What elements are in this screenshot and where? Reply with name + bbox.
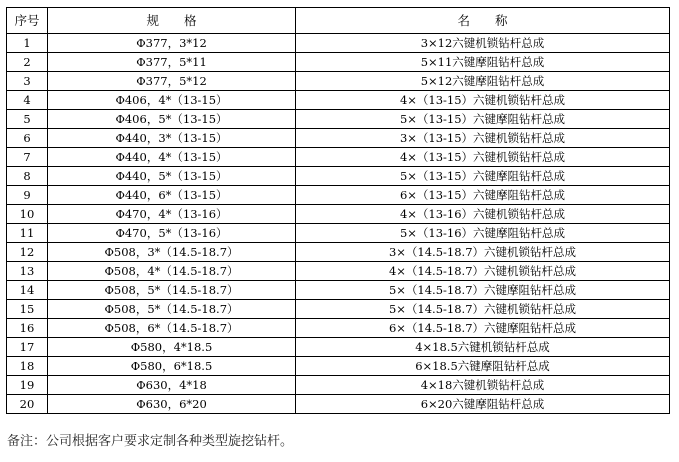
row-spec: Φ508，5*（14.5-18.7） xyxy=(48,281,296,300)
row-index: 16 xyxy=(7,319,48,338)
table-row xyxy=(7,395,670,414)
row-index: 3 xyxy=(7,72,48,91)
table-row xyxy=(7,129,670,148)
row-name: 3×12六键机锁钻杆总成 xyxy=(296,34,670,53)
row-spec: Φ508，6*（14.5-18.7） xyxy=(48,319,296,338)
row-spec: Φ440，3*（13-15） xyxy=(48,129,296,148)
table-row xyxy=(7,300,670,319)
table-row xyxy=(7,72,670,91)
row-name: 6×（13-15）六键摩阻钻杆总成 xyxy=(296,186,670,205)
row-spec: Φ580，6*18.5 xyxy=(48,357,296,376)
table-row xyxy=(7,110,670,129)
table-row xyxy=(7,338,670,357)
row-name: 6×18.5六键摩阻钻杆总成 xyxy=(296,357,670,376)
row-spec: Φ470，5*（13-16） xyxy=(48,224,296,243)
row-index: 17 xyxy=(7,338,48,357)
row-index: 8 xyxy=(7,167,48,186)
row-index: 4 xyxy=(7,91,48,110)
row-name: 5×11六键摩阻钻杆总成 xyxy=(296,53,670,72)
row-index: 12 xyxy=(7,243,48,262)
row-name: 5×（13-16）六键摩阻钻杆总成 xyxy=(296,224,670,243)
row-name: 4×18.5六键机锁钻杆总成 xyxy=(296,338,670,357)
row-spec: Φ508，4*（14.5-18.7） xyxy=(48,262,296,281)
row-name: 3×（13-15）六键机锁钻杆总成 xyxy=(296,129,670,148)
row-name: 4×（13-15）六键机锁钻杆总成 xyxy=(296,91,670,110)
table-row xyxy=(7,376,670,395)
table-row xyxy=(7,205,670,224)
row-index: 1 xyxy=(7,34,48,53)
table-row xyxy=(7,91,670,110)
row-name: 6×20六键摩阻钻杆总成 xyxy=(296,395,670,414)
row-name: 4×（13-16）六键机锁钻杆总成 xyxy=(296,205,670,224)
row-name: 4×（14.5-18.7）六键机锁钻杆总成 xyxy=(296,262,670,281)
row-index: 14 xyxy=(7,281,48,300)
row-index: 15 xyxy=(7,300,48,319)
row-index: 9 xyxy=(7,186,48,205)
row-spec: Φ440，4*（13-15） xyxy=(48,148,296,167)
row-spec: Φ470，4*（13-16） xyxy=(48,205,296,224)
row-name: 6×（14.5-18.7）六键摩阻钻杆总成 xyxy=(296,319,670,338)
row-spec: Φ377，3*12 xyxy=(48,34,296,53)
row-index: 20 xyxy=(7,395,48,414)
table-row xyxy=(7,243,670,262)
row-name: 5×12六键摩阻钻杆总成 xyxy=(296,72,670,91)
drill-rod-spec-table xyxy=(6,7,670,414)
row-name: 5×（13-15）六键摩阻钻杆总成 xyxy=(296,110,670,129)
row-index: 6 xyxy=(7,129,48,148)
row-index: 10 xyxy=(7,205,48,224)
row-spec: Φ406，5*（13-15） xyxy=(48,110,296,129)
header-name: 名 称 xyxy=(296,8,670,34)
table-row xyxy=(7,167,670,186)
row-index: 13 xyxy=(7,262,48,281)
row-index: 7 xyxy=(7,148,48,167)
header-index: 序号 xyxy=(7,8,48,34)
row-spec: Φ508，5*（14.5-18.7） xyxy=(48,300,296,319)
row-index: 2 xyxy=(7,53,48,72)
row-spec: Φ377，5*11 xyxy=(48,53,296,72)
table-row xyxy=(7,148,670,167)
row-name: 4×（13-15）六键机锁钻杆总成 xyxy=(296,148,670,167)
table-row xyxy=(7,319,670,338)
row-index: 18 xyxy=(7,357,48,376)
table-row xyxy=(7,34,670,53)
row-name: 5×（14.5-18.7）六键摩阻钻杆总成 xyxy=(296,281,670,300)
table-row xyxy=(7,281,670,300)
table-row xyxy=(7,224,670,243)
row-spec: Φ630，6*20 xyxy=(48,395,296,414)
row-spec: Φ440，5*（13-15） xyxy=(48,167,296,186)
table-body xyxy=(7,34,670,414)
table-row xyxy=(7,262,670,281)
row-spec: Φ406，4*（13-15） xyxy=(48,91,296,110)
table-row xyxy=(7,186,670,205)
table-row xyxy=(7,53,670,72)
row-name: 5×（14.5-18.7）六键机锁钻杆总成 xyxy=(296,300,670,319)
row-name: 5×（13-15）六键摩阻钻杆总成 xyxy=(296,167,670,186)
row-index: 11 xyxy=(7,224,48,243)
header-spec: 规 格 xyxy=(48,8,296,34)
row-spec: Φ580，4*18.5 xyxy=(48,338,296,357)
remark-note: 备注：公司根据客户要求定制各种类型旋挖钻杆。 xyxy=(7,434,294,449)
row-name: 4×18六键机锁钻杆总成 xyxy=(296,376,670,395)
row-index: 19 xyxy=(7,376,48,395)
table-header-row xyxy=(7,8,670,34)
row-spec: Φ630，4*18 xyxy=(48,376,296,395)
row-index: 5 xyxy=(7,110,48,129)
row-spec: Φ440，6*（13-15） xyxy=(48,186,296,205)
row-spec: Φ377，5*12 xyxy=(48,72,296,91)
table-row xyxy=(7,357,670,376)
row-name: 3×（14.5-18.7）六键机锁钻杆总成 xyxy=(296,243,670,262)
row-spec: Φ508，3*（14.5-18.7） xyxy=(48,243,296,262)
